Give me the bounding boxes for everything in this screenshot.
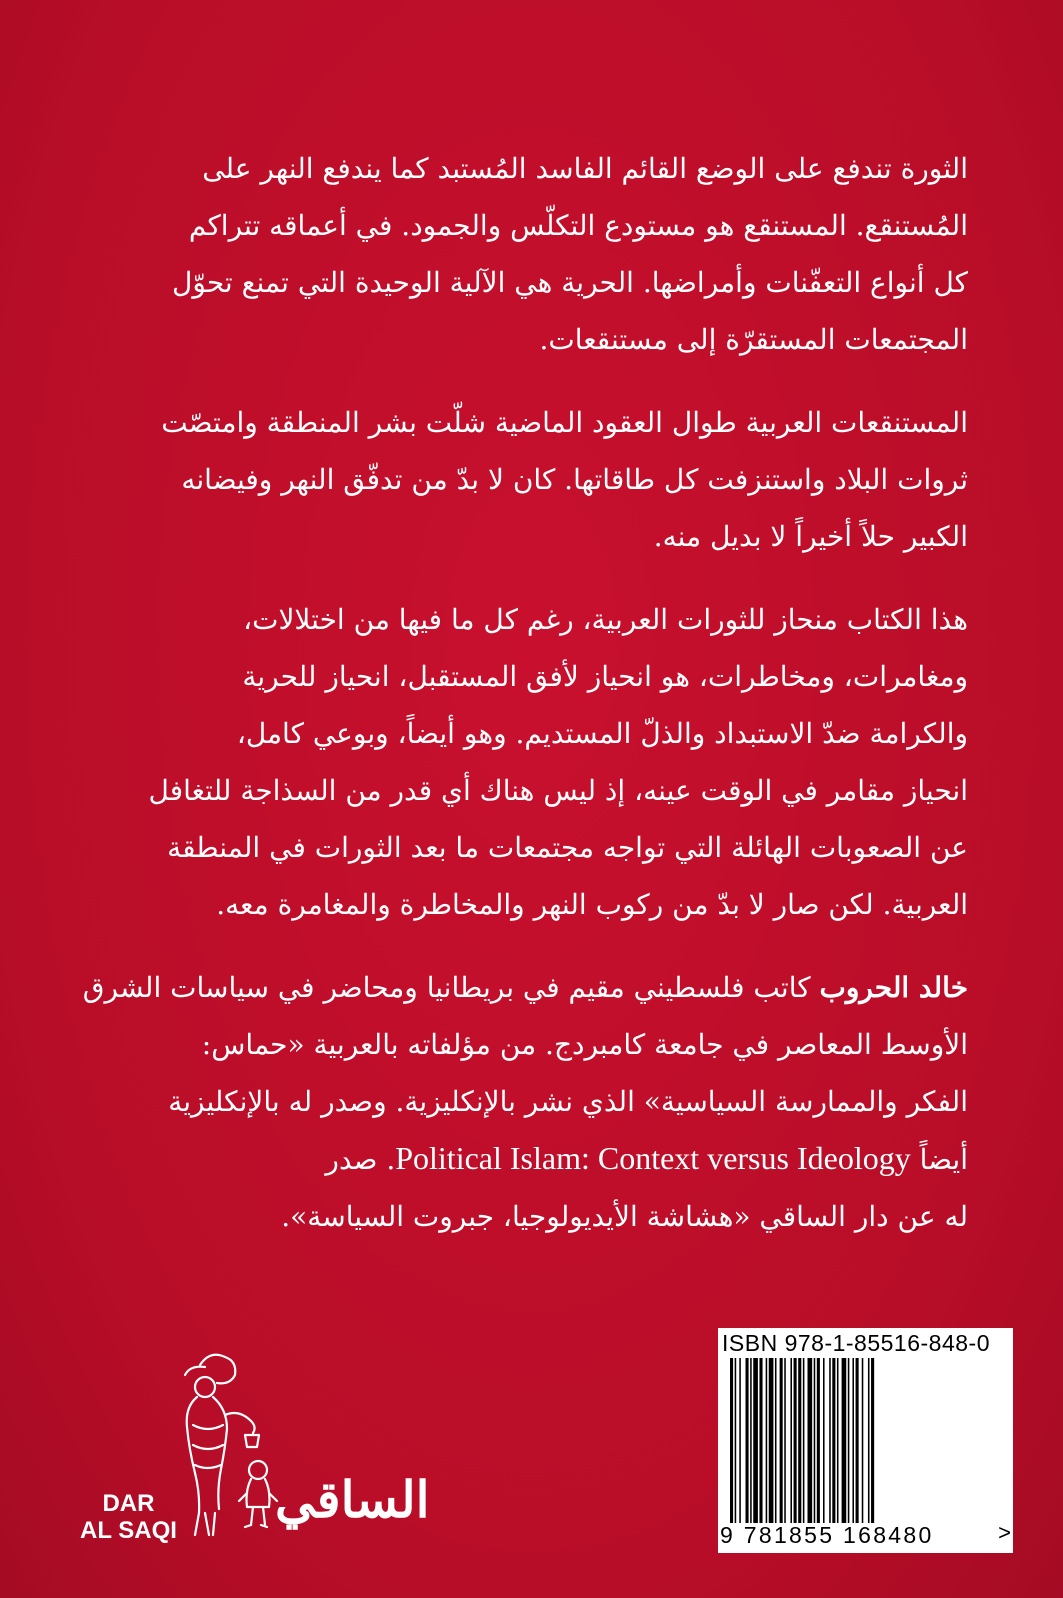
barcode-bar bbox=[769, 1358, 774, 1523]
author-name: خالد الحروب bbox=[819, 971, 968, 1004]
isbn-label: ISBN 978-1-85516-848-0 bbox=[722, 1330, 990, 1356]
barcode-bar bbox=[817, 1358, 820, 1523]
paragraph-3-line-3: والكرامة ضدّ الاستبداد والذلّ المستديم. وهو أيضاً، وبوعي كامل، bbox=[236, 717, 968, 750]
barcode-bar bbox=[735, 1358, 737, 1523]
author-bio-line-4-pre: أيضاً bbox=[910, 1143, 968, 1176]
paragraph-2 bbox=[106, 394, 968, 565]
author-bio-line-5: له عن دار الساقي «هشاشة الأيديولوجيا، جبروت السياسة». bbox=[281, 1200, 968, 1233]
paragraph-1 bbox=[106, 140, 968, 368]
barcode-bar bbox=[868, 1358, 870, 1523]
barcode-bar bbox=[790, 1358, 792, 1523]
paragraph-2-line-2: ثروات البلاد واستنزفت كل طاقاتها. كان لا بدّ من تدفّق النهر وفيضانه bbox=[181, 463, 968, 496]
barcode-bar bbox=[780, 1358, 783, 1523]
paragraph-2-line-3: الكبير حلاً أخيراً لا بديل منه. bbox=[653, 520, 968, 553]
barcode-bar bbox=[848, 1358, 850, 1523]
barcode-bar bbox=[852, 1358, 854, 1523]
barcode-bar bbox=[803, 1358, 805, 1523]
author-bio-line-1-text: كاتب فلسطيني مقيم في بريطانيا ومحاضر في سياسات الشرق bbox=[82, 971, 820, 1004]
barcode-bar bbox=[750, 1358, 752, 1523]
barcode-bar bbox=[794, 1358, 797, 1523]
barcode-arrow: > bbox=[998, 1520, 1011, 1545]
barcode-bar bbox=[730, 1358, 733, 1523]
barcode-bar bbox=[759, 1358, 762, 1523]
paragraph-3-line-6: العربية. لكن صار لا بدّ من ركوب النهر والمخاطرة والمغامرة معه. bbox=[216, 888, 968, 921]
barcode-bar bbox=[784, 1358, 786, 1523]
author-bio-line-3: الفكر والممارسة السياسية» الذي نشر بالإنكليزية. وصدر له بالإنكليزية bbox=[168, 1085, 968, 1118]
barcode-bar bbox=[871, 1358, 874, 1523]
author-bio-line-4-post: . صدر bbox=[325, 1143, 396, 1176]
paragraph-3-line-1: هذا الكتاب منحاز للثورات العربية، رغم كل ما فيها من اختلالات، bbox=[243, 603, 968, 636]
blurb-text bbox=[82, 140, 968, 1271]
paragraph-1-line-4: المجتمعات المستقرّة إلى مستنقعات. bbox=[539, 323, 968, 356]
author-bio-line-2: الأوسط المعاصر في جامعة كامبردج. من مؤلفاته بالعربية «حماس: bbox=[201, 1028, 968, 1061]
barcode-bar bbox=[739, 1358, 741, 1523]
paragraph-1-line-3: كل أنواع التعفّنات وأمراضها. الحرية هي الآلية الوحيدة التي تمنع تحوّل bbox=[172, 266, 968, 299]
barcode-bar bbox=[798, 1358, 801, 1523]
barcode-bar bbox=[814, 1358, 816, 1523]
paragraph-1-line-2: المُستنقع. المستنقع هو مستودع التكلّس والجمود. في أعماقه تتراكم bbox=[188, 209, 968, 242]
paragraph-3-line-4: انحياز مقامر في الوقت عينه، إذ ليس هناك أي قدر من السذاجة للتغافل bbox=[148, 774, 968, 807]
barcode-bar bbox=[823, 1358, 825, 1523]
book-title-english: Political Islam: Context versus Ideology bbox=[395, 1140, 911, 1176]
barcode-bar bbox=[808, 1358, 813, 1523]
barcode-digits: 9 781855 168480 bbox=[720, 1522, 934, 1548]
barcode-bar bbox=[746, 1358, 749, 1523]
paragraph-3 bbox=[106, 591, 968, 933]
barcode-bar bbox=[856, 1358, 859, 1523]
barcode-bar bbox=[775, 1358, 777, 1523]
barcode-bar bbox=[862, 1358, 864, 1523]
barcode-bars bbox=[730, 1358, 1000, 1523]
publisher-name-latin bbox=[80, 1490, 177, 1544]
paragraph-3-line-5: عن الصعوبات الهائلة التي تواجه مجتمعات ما بعد الثورات في المنطقة bbox=[167, 831, 968, 864]
author-bio-line-4 bbox=[106, 1130, 968, 1188]
publisher-name-arabic: الساقي bbox=[275, 1470, 430, 1529]
barcode-bar bbox=[842, 1358, 847, 1523]
barcode-bar bbox=[829, 1358, 831, 1523]
barcode-bar bbox=[753, 1358, 758, 1523]
barcode-bar bbox=[837, 1358, 839, 1523]
paragraph-2-line-1: المستنقعات العربية طوال العقود الماضية شلّت بشر المنطقة وامتصّت bbox=[161, 406, 968, 439]
publisher-latin-line-2: AL SAQI bbox=[80, 1517, 177, 1544]
publisher-latin-line-1: DAR bbox=[102, 1490, 155, 1517]
paragraph-1-line-1: الثورة تندفع على الوضع القائم الفاسد المُستبد كما يندفع النهر على bbox=[202, 152, 968, 185]
isbn-barcode bbox=[718, 1328, 1013, 1553]
author-bio bbox=[82, 959, 968, 1245]
barcode-bar bbox=[832, 1358, 835, 1523]
author-bio-line-1 bbox=[82, 959, 968, 1016]
paragraph-3-line-2: ومغامرات، ومخاطرات، هو انحياز لأفق المستقبل، انحياز للحرية bbox=[242, 660, 968, 693]
barcode-bar bbox=[766, 1358, 768, 1523]
